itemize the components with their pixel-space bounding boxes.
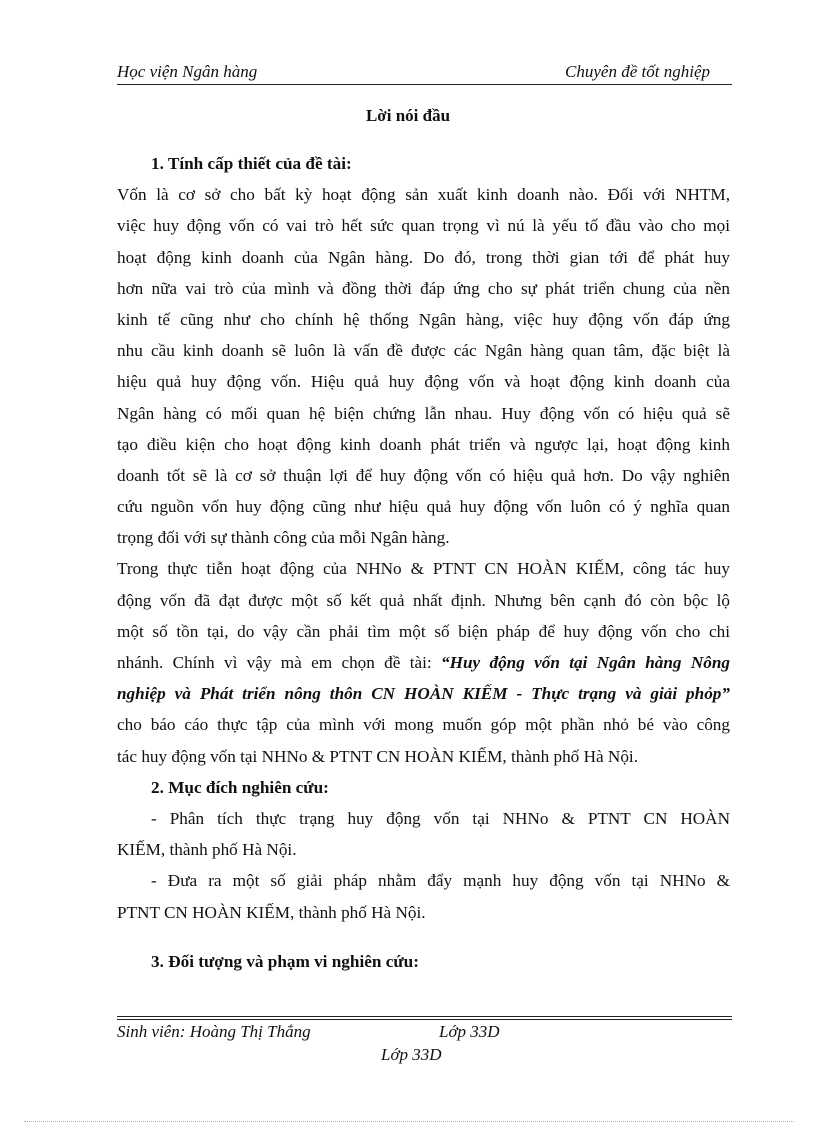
header-doc-type: Chuyên đề tốt nghiệp xyxy=(565,62,710,81)
page-header xyxy=(117,60,732,85)
spacer xyxy=(117,928,730,946)
section-3-heading: 3. Đối tượng và phạm vi nghiên cứu: xyxy=(151,951,419,971)
text-line: cho báo cáo thực tập của mình với mong muốn góp một phần nhỏ bé vào công xyxy=(117,715,730,735)
section-1-paragraph-2 xyxy=(117,553,730,771)
thesis-topic-part-2: nghiệp và Phát triển nông thôn CN HOÀN KIẾM - Thực trạng và giải phỏp” xyxy=(117,684,730,704)
document-body xyxy=(117,148,730,977)
text-line: hiệu quả huy động vốn. Hiệu quả huy động vốn và hoạt động kinh doanh của xyxy=(117,372,730,392)
text-line: động vốn đã đạt được một số kết quả nhất định. Nhưng bên cạnh đó còn bộc lộ xyxy=(117,590,730,610)
footer-divider xyxy=(117,1019,732,1020)
text-line: Vốn là cơ sở cho bất kỳ hoạt động sản xuất kinh doanh nào. Đối với NHTM, xyxy=(117,185,730,205)
text-line: kinh tế cũng như cho chính hệ thống Ngân hàng, việc huy động vốn đáp ứng xyxy=(117,309,730,329)
text-line: PTNT CN HOÀN KIẾM, thành phố Hà Nội. xyxy=(117,902,426,922)
text-line: hơn nữa vai trò của mình và đồng thời đáp ứng cho sự phát triển chung của nền xyxy=(117,278,730,298)
text-line: - Phân tích thực trạng huy động vốn tại NHNo & PTNT CN HOÀN xyxy=(151,808,730,828)
text-line: tạo điều kiện cho hoạt động kinh doanh phát triển và ngược lại, hoạt động kinh xyxy=(117,434,730,454)
section-2-heading: 2. Mục đích nghiên cứu: xyxy=(151,777,329,797)
text-line: một số tồn tại, do vậy cần phải tìm một số biện pháp để huy động vốn cho chi xyxy=(117,621,730,641)
text-line: việc huy động vốn có vai trò hết sức quan trọng vì nú là yếu tố đầu vào cho mọi xyxy=(117,216,730,236)
text-line xyxy=(117,647,730,678)
page-title: Lời nói đầu xyxy=(365,106,451,125)
section-1-heading: 1. Tính cấp thiết của đề tài: xyxy=(151,154,352,173)
text-line: Trong thực tiễn hoạt động của NHNo & PTNT CN HOÀN KIẾM, công tác huy xyxy=(117,559,730,579)
text-line: doanh tốt sẽ là cơ sở thuận lợi để huy động vốn có hiệu quả hơn. Do vậy nghiên xyxy=(117,465,730,485)
footer-divider xyxy=(117,1016,732,1017)
text-line: nhu cầu kinh doanh sẽ luôn là vấn đề được các Ngân hàng quan tâm, đặc biệt là xyxy=(117,341,730,361)
text-line: hoạt động kinh doanh của Ngân hàng. Do đó, trong thời gian tới để phát huy xyxy=(117,247,730,267)
text-line: KIẾM, thành phố Hà Nội. xyxy=(117,840,297,860)
thesis-topic-part-1: “Huy động vốn tại Ngân hàng Nông xyxy=(441,653,730,672)
text-line: tác huy động vốn tại NHNo & PTNT CN HOÀN KIẾM, thành phố Hà Nội. xyxy=(117,746,638,766)
section-1-paragraph-1 xyxy=(117,179,730,553)
text-line: Ngân hàng có mối quan hệ biện chứng lẫn nhau. Huy động vốn có hiệu quả sẽ xyxy=(117,403,730,423)
text-line: trọng đối với sự thành công của mỗi Ngân hàng. xyxy=(117,528,450,548)
page-bottom-border xyxy=(24,1121,794,1122)
text-line: cứu nguồn vốn huy động cũng như hiệu quả huy động vốn luôn có ý nghĩa quan xyxy=(117,497,730,517)
text-line: - Đưa ra một số giải pháp nhằm đẩy mạnh huy động vốn tại NHNo & xyxy=(151,871,730,891)
footer-class: Lớp 33D xyxy=(439,1022,500,1041)
footer-student: Sinh viên: Hoàng Thị Thắng xyxy=(117,1022,311,1041)
header-institution: Học viện Ngân hàng xyxy=(117,62,258,81)
text-line-prefix: nhánh. Chính vì vậy mà em chọn đề tài: xyxy=(117,653,442,672)
footer-class: Lớp 33D xyxy=(381,1045,442,1064)
